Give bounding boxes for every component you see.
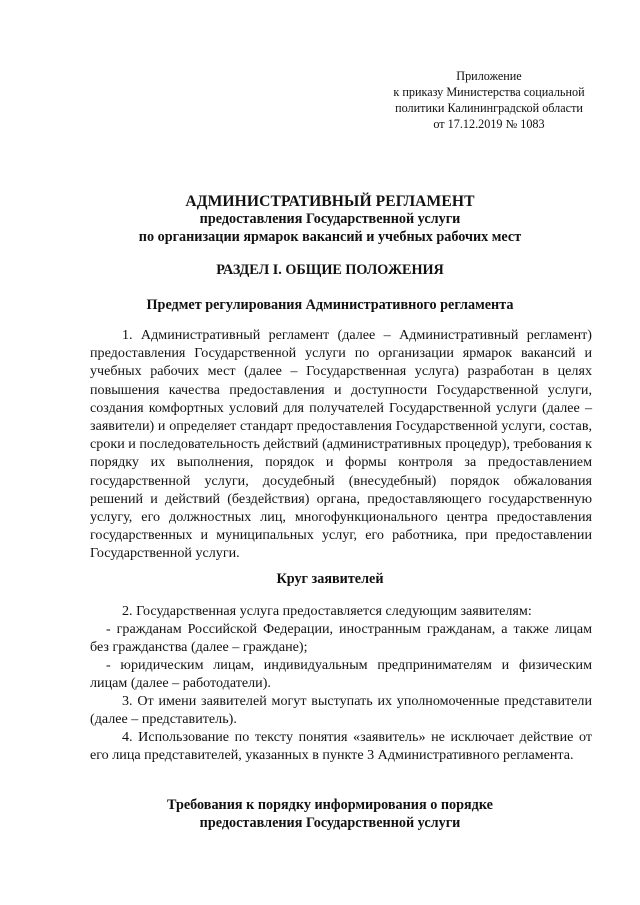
title-main: АДМИНИСТРАТИВНЫЙ РЕГЛАМЕНТ bbox=[185, 193, 475, 210]
list-item-citizens: - гражданам Российской Федерации, иностранным гражданам, а также лицам без гражданства (далее – граждане); bbox=[90, 621, 592, 656]
informing-heading-line: Требования к порядку информирования о порядке bbox=[167, 797, 493, 813]
subsection-heading-subject: Предмет регулирования Административного регламента bbox=[146, 297, 514, 313]
paragraph-3: 3. От имени заявителей могут выступать их уполномоченные представители (далее – представитель). bbox=[90, 693, 592, 728]
paragraph-2: 2. Государственная услуга предоставляется следующим заявителям: bbox=[122, 603, 532, 619]
document-title bbox=[90, 192, 570, 246]
subsection-heading-informing bbox=[90, 797, 570, 832]
appendix-line: политики Калининградской области bbox=[395, 101, 583, 115]
section-heading: РАЗДЕЛ I. ОБЩИЕ ПОЛОЖЕНИЯ bbox=[216, 262, 444, 278]
appendix-line: Приложение bbox=[456, 69, 522, 83]
list-item-employers: - юридическим лицам, индивидуальным предпринимателям и физическим лицам (далее – работодатели). bbox=[90, 657, 592, 692]
appendix-date-line: от 17.12.2019 № 1083 bbox=[433, 117, 545, 131]
subsection-heading-applicants: Круг заявителей bbox=[276, 571, 384, 587]
appendix-block bbox=[360, 68, 618, 132]
appendix-line: к приказу Министерства социальной bbox=[393, 85, 585, 99]
paragraph-1: 1. Административный регламент (далее – Административный регламент) предоставления Государственной услуги по организации ярмарок вакансий и учебных рабочих мест (далее – Государственная услуга) разработан в целях повышения качества предоставления и доступности Государственной услуги, создания комфортных условий для получателей Государственной услуги (далее – заявители) и определяет стандарт предоставления Государственной услуги, состав, сроки и последовательность действий (административных процедур), требования к порядку их выполнения, порядок и формы контроля за предоставлением государственной услуги, досудебный (внесудебный) порядок обжалования решений и действий (бездействия) органа, предоставляющего государственную услугу, его должностных лиц, многофункционального центра предоставления государственных и муниципальных услуг, его работника, при предоставлении Государственной услуги. bbox=[90, 327, 592, 562]
title-sub-line: предоставления Государственной услуги bbox=[199, 211, 461, 227]
informing-heading-line: предоставления Государственной услуги bbox=[199, 814, 461, 831]
paragraph-4: 4. Использование по тексту понятия «заявитель» не исключает действие от его лица представителей, указанных в пункте 3 Административного регламента. bbox=[90, 729, 592, 764]
title-sub-line: по организации ярмарок вакансий и учебных рабочих мест bbox=[138, 228, 522, 245]
